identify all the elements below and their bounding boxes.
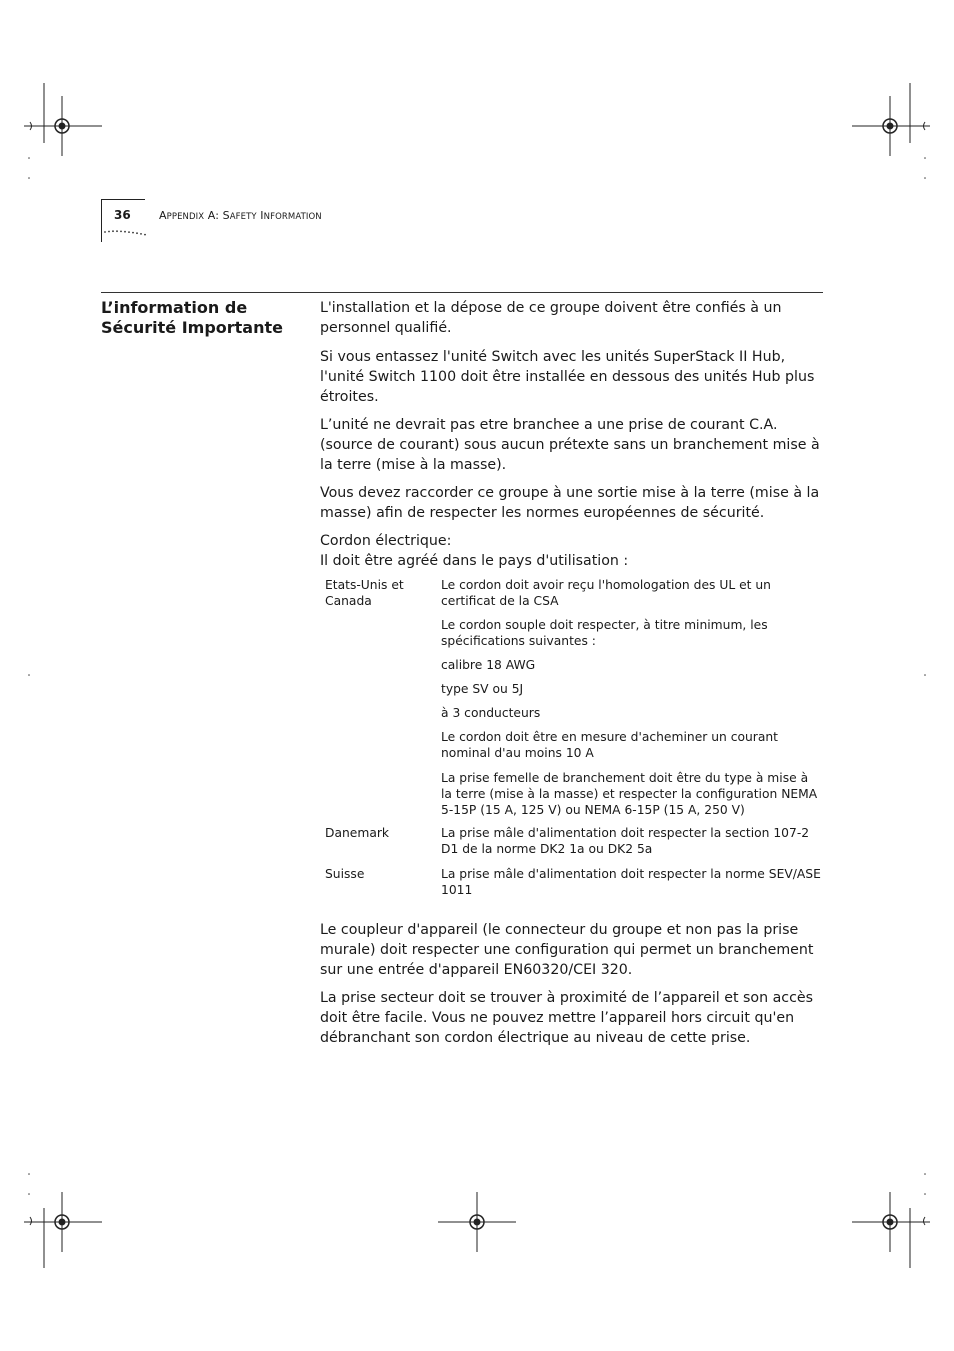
table-row: Le cordon doit avoir reçu l'homologation des UL et un certificat de la CSA [441,578,771,608]
paragraph-4: Vous devez raccorder ce groupe à une sortie mise à la terre (mise à la masse) afin de respecter les normes européennes de sécurité. [320,485,820,521]
section-title: L’information de Sécurité Importante [101,298,283,337]
paragraph-2: Si vous entassez l'unité Switch avec les unités SuperStack II Hub, l'unité Switch 1100 doit être installée en dessous des unités Hub plus étroites. [320,349,815,405]
table-label-usa: Etats-Unis et Canada [325,578,404,608]
table-row: Le cordon doit être en mesure d'acheminer un courant nominal d'au moins 10 A [441,730,778,760]
paragraph-3: L’unité ne devrait pas etre branchee a une prise de courant C.A. (source de courant) sous aucun prétexte sans un branchement mise à la terre (mise à la masse). [320,417,820,473]
paragraph-7: La prise secteur doit se trouver à proximité de l’appareil et son accès doit être facile. Vous ne pouvez mettre l’appareil hors circuit qu'en débranchant son cordon électrique au niveau de cette prise. [320,990,814,1046]
table-row: Le cordon souple doit respecter, à titre minimum, les spécifications suivantes : [441,618,768,648]
page-number: 36 [114,208,131,222]
section-rule [101,292,823,293]
paragraph-6: Le coupleur d'appareil (le connecteur du groupe et non pas la prise murale) doit respecter une configuration qui permet un branchement sur une entrée d'appareil EN60320/CEI 320. [320,922,814,978]
table-row: type SV ou 5J [441,682,524,696]
table-row: calibre 18 AWG [441,658,536,672]
table-row: La prise mâle d'alimentation doit respecter la section 107-2 D1 de la norme DK2 1a ou DK2 5a [441,826,810,856]
paragraph-1: L'installation et la dépose de ce groupe doivent être confiés à un personnel qualifié. [320,300,782,336]
table-label-denmark: Danemark [325,826,390,840]
paragraph-5: Cordon électrique: Il doit être agréé dans le pays d'utilisation : [320,533,629,569]
table-row: La prise mâle d'alimentation doit respecter la norme SEV/ASE 1011 [441,867,821,897]
table-row: La prise femelle de branchement doit être du type à mise à la terre (mise à la masse) et respecter la configuration NEMA 5-15P (15 A, 125 V) ou NEMA 6-15P (15 A, 250 V) [441,771,818,817]
table-label-switzerland: Suisse [325,867,365,881]
running-head: APPENDIX A: SAFETY INFORMATION [159,209,322,222]
table-row: à 3 conducteurs [441,706,541,720]
